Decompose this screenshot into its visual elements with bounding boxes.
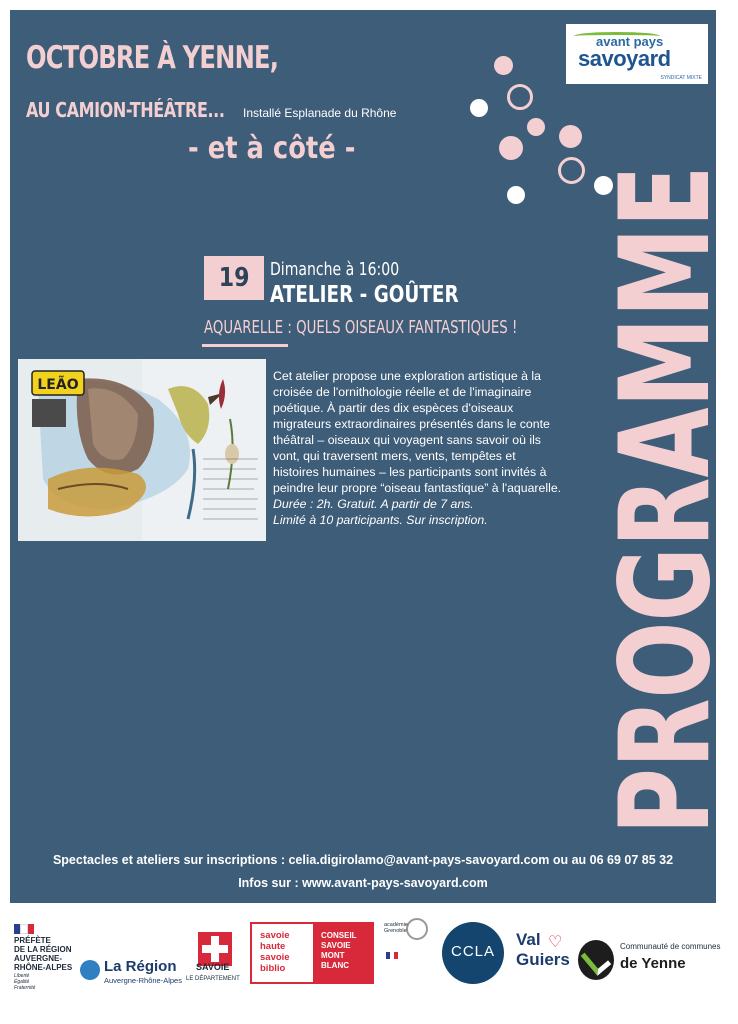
programme-vertical-title (594, 42, 738, 959)
image-label: LEÃO (37, 377, 79, 393)
title-line-2: AU CAMION-THÉÂTRE... (26, 98, 225, 122)
valguiers-logo (516, 930, 574, 986)
conseil-text: CONSEIL (321, 931, 357, 940)
ccla-logo (442, 922, 504, 984)
biblio-text: haute (260, 941, 286, 952)
decor-ring-icon (507, 84, 533, 110)
decor-dot-icon (507, 186, 525, 204)
yenne-icon (578, 940, 614, 980)
motto-text: Égalité (14, 979, 30, 985)
savoie-logo (186, 932, 242, 988)
event-underline (202, 344, 288, 347)
info-line: Infos sur : www.avant-pays-savoyard.com (238, 876, 488, 890)
logo-line-3: SYNDICAT MIXTE (660, 75, 702, 81)
event-date-box (204, 256, 264, 300)
location-text: Installé Esplanade du Rhône (243, 106, 397, 120)
biblio-text: biblio (260, 963, 286, 974)
decor-dot-icon (470, 99, 488, 117)
academie-name: académie Grenoble (384, 922, 408, 934)
event-description: Cet atelier propose une exploration artistique à la croisée de l'ornithologie réelle et de l'imaginaire poétique. À partir des dix espèces d'oiseaux migrateurs extraordinaires présentés dans le conte théâtral – oiseaux qui voyagent sans savoir où ils vont, qui traversent mers, vents, tempêtes et histoires humaines – les participants sont invités à peindre leur propre “oiseau fantastique” à l'aquarelle. (273, 369, 562, 495)
event-meta-line-2: Limité à 10 participants. Sur inscription. (273, 513, 488, 527)
event-description-block (273, 368, 563, 528)
prefecture-text: RHÔNE-ALPES (14, 963, 73, 972)
poster-panel (10, 10, 738, 903)
event-time: Dimanche à 16:00 (270, 259, 400, 280)
motto-text: Liberté (14, 973, 30, 979)
prefecture-text: PRÉFÈTE (14, 936, 51, 945)
yenne-name: de Yenne (620, 955, 686, 972)
prefecture-logo (14, 924, 72, 991)
decor-dot-icon (494, 56, 513, 75)
motto-text: Fraternité (14, 985, 36, 991)
contact-line: Spectacles et ateliers sur inscriptions : celia.digirolamo@avant-pays-savoyard.com ou au 06 69 07 85 32 (52, 853, 674, 867)
yenne-logo (578, 940, 720, 984)
event-illustration (18, 359, 266, 541)
savoie-name: SAVOIE (196, 962, 230, 972)
logo-line-2: savoyard (578, 46, 671, 71)
decor-dot-icon (559, 125, 582, 148)
biblio-logo (250, 922, 374, 984)
prefecture-text: DE LA RÉGION (14, 945, 72, 954)
yenne-top: Communauté de communes (620, 942, 721, 951)
valguiers-text: Guiers (516, 950, 570, 969)
region-icon (80, 960, 100, 980)
decor-dot-icon (499, 136, 523, 160)
academie-logo (384, 918, 434, 988)
conseil-text: SAVOIE (321, 941, 351, 950)
ccla-name: CCLA (450, 943, 495, 960)
valguiers-text: Val (516, 930, 541, 949)
decor-dot-icon (527, 118, 545, 136)
savoie-cross-icon (198, 932, 232, 966)
event-title: ATELIER - GOÛTER (270, 282, 459, 308)
decor-ring-icon (558, 157, 585, 184)
event-subtitle: AQUARELLE : QUELS OISEAUX FANTASTIQUES ! (204, 317, 518, 338)
event-meta-line-1: Durée : 2h. Gratuit. A partir de 7 ans. (273, 497, 474, 511)
logo-line-1: avant pays (596, 34, 664, 49)
region-sub: Auvergne-Rhône-Alpes (104, 976, 182, 985)
conseil-text: BLANC (321, 961, 349, 970)
title-line-1: OCTOBRE À YENNE, (26, 40, 279, 76)
event-day: 19 (218, 263, 250, 293)
programme-text: PROGRAMME (594, 165, 738, 835)
region-name: La Région (104, 958, 177, 975)
title-line-3: - et à côté - (188, 131, 356, 166)
biblio-text: savoie (260, 930, 290, 941)
conseil-text: MONT (321, 951, 345, 960)
watercolor-bird-image (18, 359, 266, 541)
savoie-sub: LE DÉPARTEMENT (186, 976, 240, 982)
prefecture-text: AUVERGNE- (14, 954, 63, 963)
heart-icon: ♡ (548, 934, 563, 951)
biblio-text: savoie (260, 952, 290, 963)
partner-logos (0, 908, 725, 1024)
french-flag-icon (386, 952, 398, 959)
french-flag-icon (14, 924, 34, 934)
